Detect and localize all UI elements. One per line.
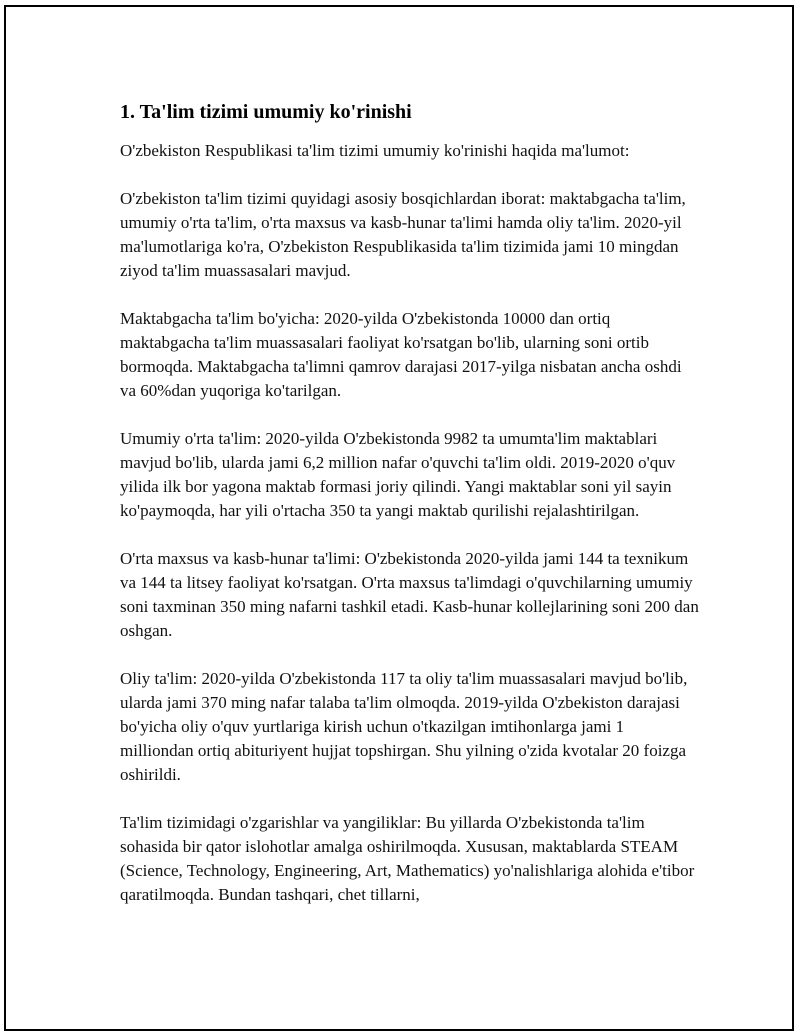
paragraph-preschool: Maktabgacha ta'lim bo'yicha: 2020-yilda O'zbekistonda 10000 dan ortiq maktabgacha ta'lim muassasalari faoliyat ko'rsatgan bo'lib, ularning soni ortib bormoqda. Maktabgacha ta'limni qamrov darajasi 2017-yilga nisbatan ancha oshdi va 60%dan yuqoriga ko'tarilgan. (120, 309, 682, 400)
paragraph-education-system: O'zbekiston ta'lim tizimi quyidagi asosiy bosqichlardan iborat: maktabgacha ta'lim, umumiy o'rta ta'lim, o'rta maxsus va kasb-hunar ta'limi hamda oliy ta'lim. 2020-yil ma'lumotlariga ko'ra, O'zbekiston Respublikasida ta'lim tizimida jami 10 mingdan ziyod ta'lim muassasalari mavjud. (120, 189, 686, 280)
intro-paragraph: O'zbekiston Respublikasi ta'lim tizimi umumiy ko'rinishi haqida ma'lumot: (120, 141, 630, 160)
document-body (120, 99, 700, 931)
paragraph-general-secondary: Umumiy o'rta ta'lim: 2020-yilda O'zbekistonda 9982 ta umumta'lim maktablari mavjud bo'lib, ularda jami 6,2 million nafar o'quvchi ta'lim oldi. 2019-2020 o'quv yilida ilk bor yagona maktab formasi joriy qilindi. Yangi maktablar soni yil sayin ko'paymoqda, har yili o'rtacha 350 ta yangi maktab qurilishi rejalashtirilgan. (120, 429, 676, 520)
paragraph-reforms: Ta'lim tizimidagi o'zgarishlar va yangiliklar: Bu yillarda O'zbekistonda ta'lim sohasida bir qator islohotlar amalga oshirilmoqda. Xususan, maktablarda STEAM (Science, Technology, Engineering, Art, Mathematics) yo'nalishlariga alohida e'tibor qaratilmoqda. Bundan tashqari, chet tillarni, (120, 813, 695, 904)
paragraph-higher-education: Oliy ta'lim: 2020-yilda O'zbekistonda 117 ta oliy ta'lim muassasalari mavjud bo'lib, ularda jami 370 ming nafar talaba ta'lim olmoqda. 2019-yilda O'zbekiston darajasi bo'yicha oliy o'quv yurtlariga kirish uchun o'tkazilgan imtihonlarga jami 1 milliondan ortiq abituriyent hujjat topshirgan. Shu yilning o'zida kvotalar 20 foizga oshirildi. (120, 669, 688, 784)
section-heading: 1. Ta'lim tizimi umumiy ko'rinishi (120, 101, 412, 123)
paragraph-vocational: O'rta maxsus va kasb-hunar ta'limi: O'zbekistonda 2020-yilda jami 144 ta texnikum va 144 ta litsey faoliyat ko'rsatgan. O'rta maxsus ta'limdagi o'quvchilarning umumiy soni taxminan 350 ming nafarni tashkil etadi. Kasb-hunar kollejlarining soni 200 dan oshgan. (120, 549, 699, 640)
page-frame (4, 5, 794, 1031)
